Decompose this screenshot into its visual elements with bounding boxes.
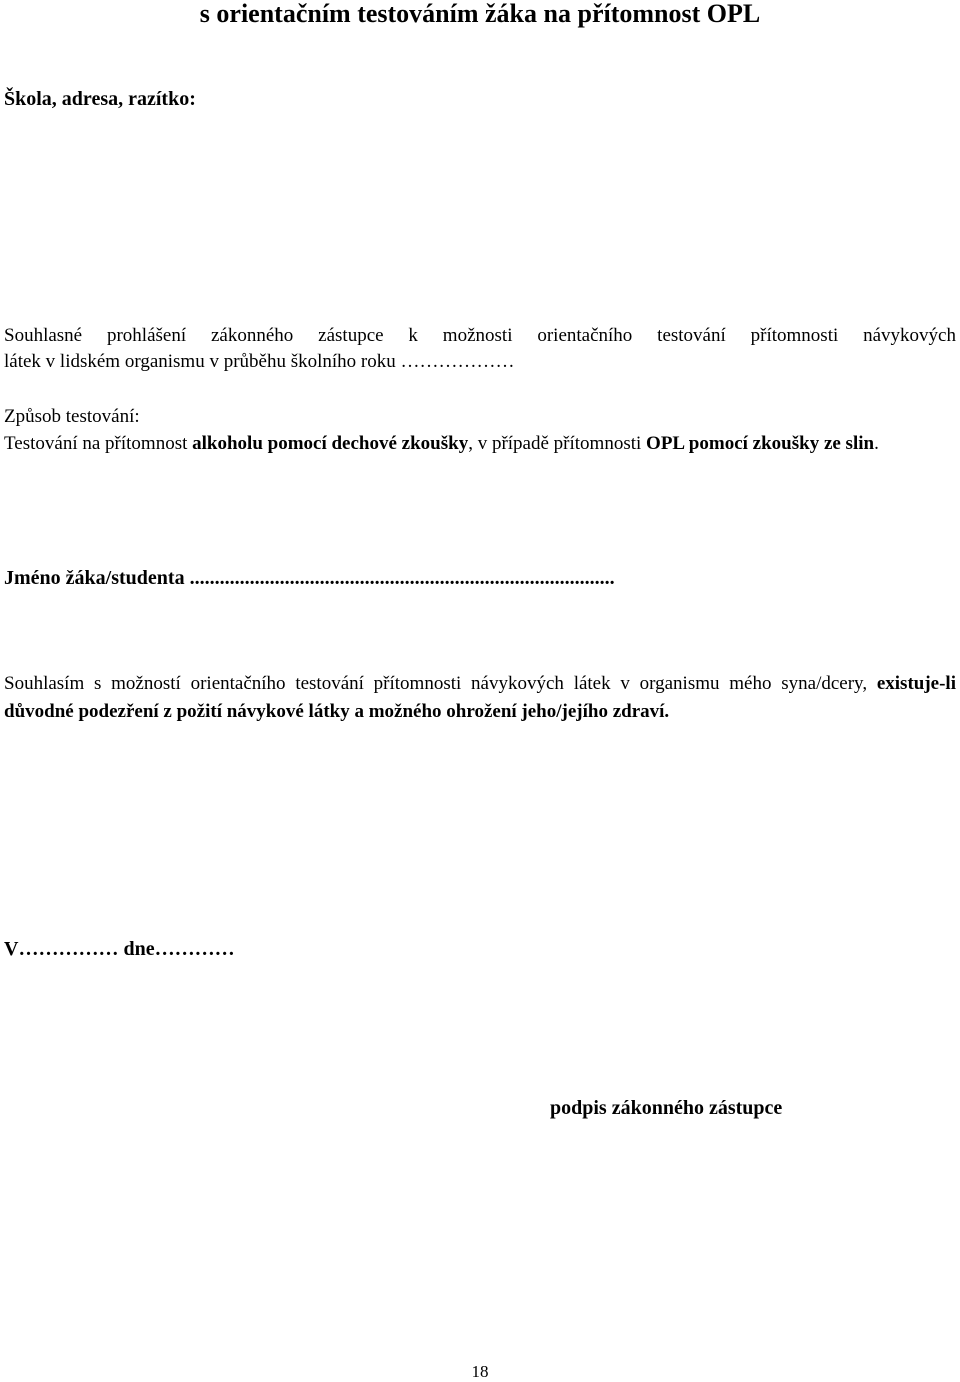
school-address-stamp-label: Škola, adresa, razítko: [4,88,196,110]
method-text-end: . [874,433,879,454]
consent-text: Souhlasím s možností orientačního testování přítomnosti návykových látek v organismu mého syna/dcery, [4,673,877,694]
method-bold-alcohol: alkoholu pomocí dechové zkoušky [192,433,469,454]
method-text-start: Testování na přítomnost [4,433,193,454]
place-date-field: V…………… dne………… [4,938,235,960]
consent-bold-text: existuje-li důvodné podezření z požití návykové látky a možného ohrožení jeho/jejího zdraví. [4,673,956,722]
guardian-signature-label: podpis zákonného zástupce [550,1097,783,1119]
page-title: s orientačním testováním žáka na přítomnost OPL [199,0,761,28]
testing-method-label: Způsob testování: [4,406,140,427]
declaration-line-2: látek v lidském organismu v průběhu školního roku ……………… [4,351,515,372]
testing-method-text [4,430,956,458]
method-bold-opl: OPL pomocí zkoušky ze slin [646,433,875,454]
page-number: 18 [471,1362,489,1381]
declaration-paragraph [4,323,956,375]
consent-paragraph [4,670,956,726]
method-text-mid: , v případě přítomnosti [468,433,647,454]
student-name-field: Jméno žáka/studenta ..................................................................................... [4,567,615,589]
declaration-line-1: Souhlasné prohlášení zákonného zástupce k možnosti orientačního testování přítomnosti návykových [4,325,956,346]
